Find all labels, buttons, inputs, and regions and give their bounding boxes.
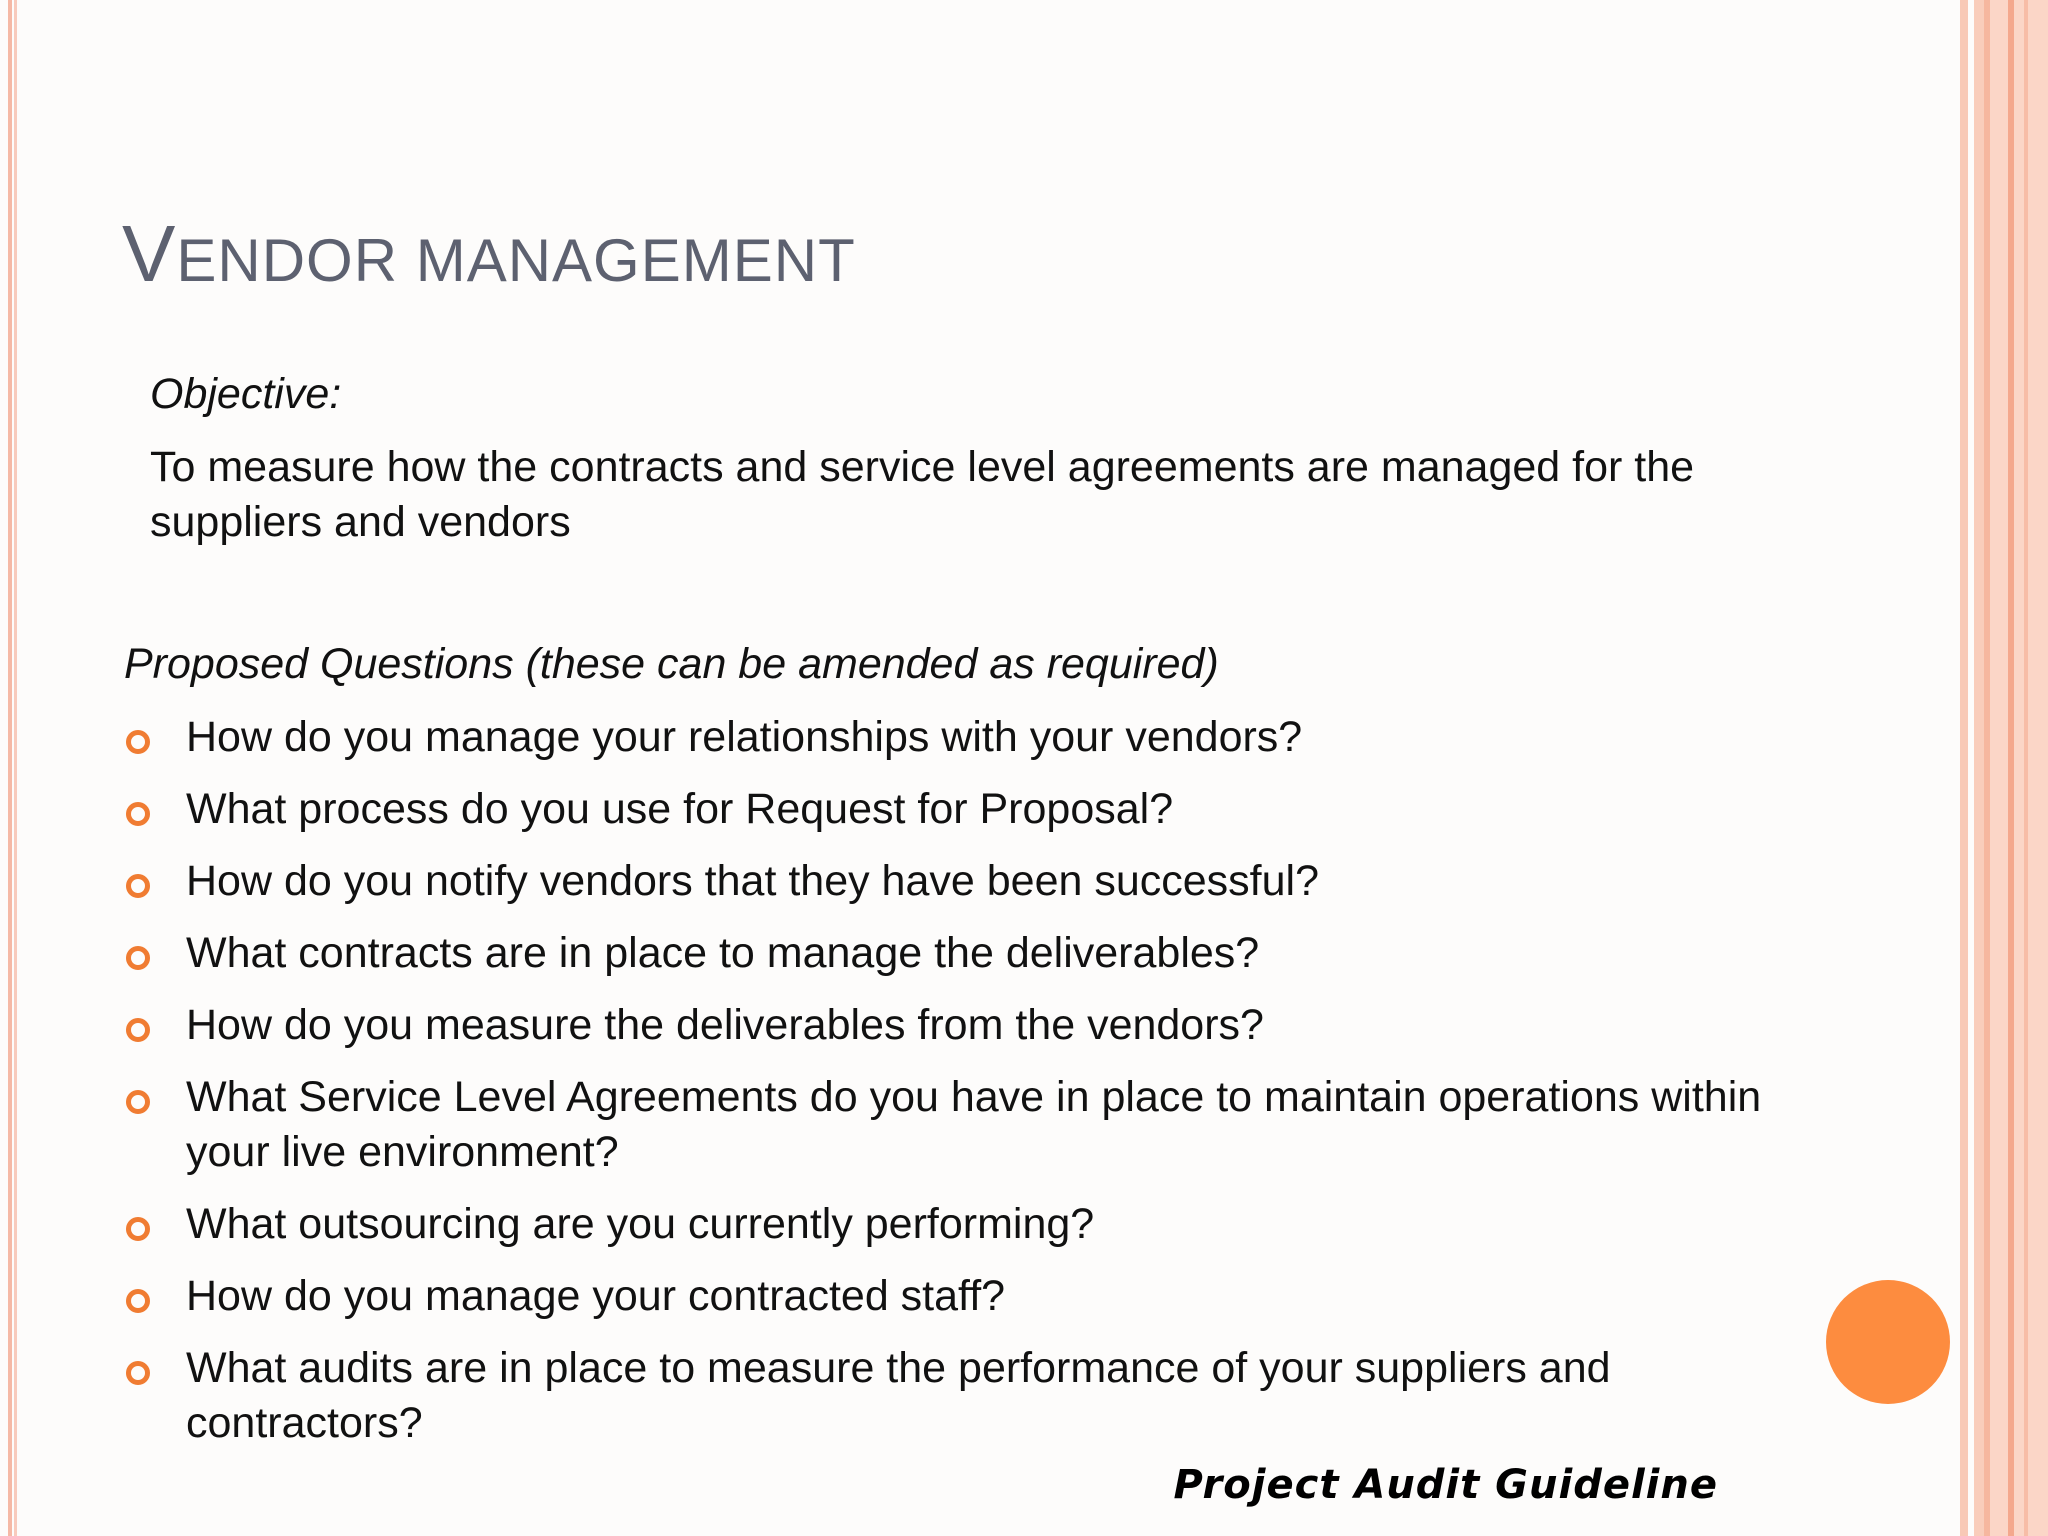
bullet-icon [126,1018,150,1042]
objective-label: Objective: [150,370,342,418]
question-item [124,782,1764,837]
bullet-icon [126,946,150,970]
questions-list [124,710,1764,1468]
bullet-icon [126,1090,150,1114]
slide-title-initial: V [122,209,177,298]
right-border-stripe [2008,0,2014,1536]
right-border-stripe [1974,0,1984,1536]
bullet-icon [126,874,150,898]
right-border-stripe [1960,0,1968,1536]
question-text: How do you manage your relationships with your vendors? [186,713,1303,761]
question-item [124,1070,1764,1180]
bullet-icon [126,1361,150,1385]
objective-text: To measure how the contracts and service level agreements are managed for the suppliers and vendors [150,443,1695,546]
bullet-icon [126,802,150,826]
question-item [124,710,1764,765]
slide-title [122,209,856,298]
footer-label: Project Audit Guideline [1173,1462,1718,1508]
accent-circle [1826,1280,1950,1404]
question-text: What audits are in place to measure the performance of your suppliers and contractors? [186,1344,1611,1447]
question-item [124,1197,1764,1252]
questions-heading: Proposed Questions (these can be amended as required) [124,640,1219,688]
right-border-stripe [2024,0,2028,1536]
bullet-icon [126,1217,150,1241]
question-text: How do you notify vendors that they have been successful? [186,857,1320,905]
question-text: What process do you use for Request for Proposal? [186,785,1174,833]
question-item [124,1341,1764,1451]
right-border-stripe [1990,0,2048,1536]
question-text: How do you manage your contracted staff? [186,1272,1006,1320]
question-item [124,926,1764,981]
left-border-line [14,0,17,1536]
slide-title-rest: ENDOR MANAGEMENT [176,227,856,294]
question-text: What outsourcing are you currently performing? [186,1200,1095,1248]
question-item [124,1269,1764,1324]
question-text: How do you measure the deliverables from the vendors? [186,1001,1264,1049]
left-border-line [8,0,12,1536]
question-item [124,854,1764,909]
question-text: What Service Level Agreements do you have in place to maintain operations within your live environment? [186,1073,1762,1176]
question-text: What contracts are in place to manage the deliverables? [186,929,1260,977]
bullet-icon [126,1289,150,1313]
question-item [124,998,1764,1053]
bullet-icon [126,730,150,754]
